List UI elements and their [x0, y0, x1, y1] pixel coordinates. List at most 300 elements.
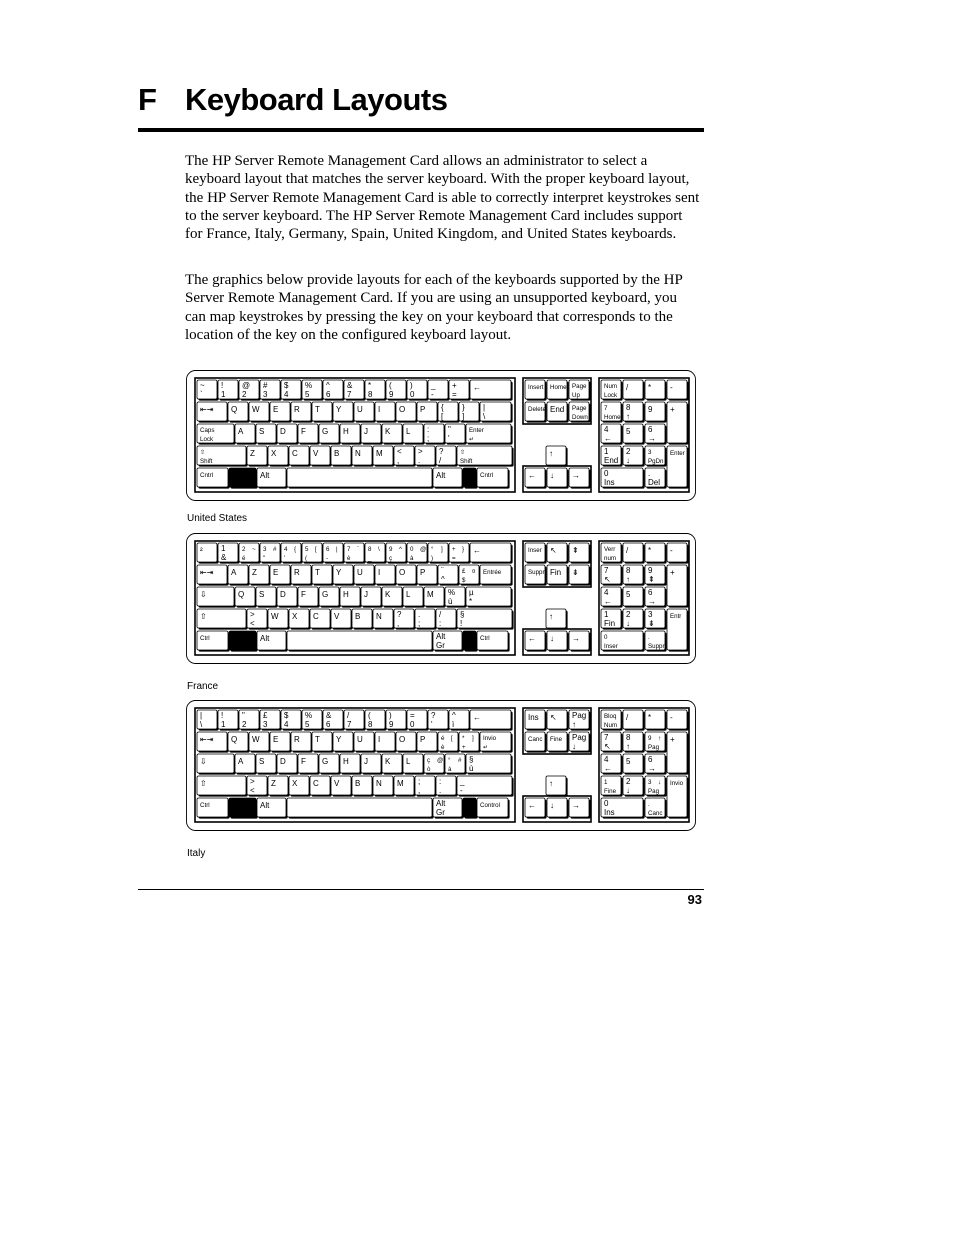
key-label: _	[368, 555, 372, 562]
key-label: "	[263, 555, 266, 562]
key-label: #	[273, 546, 277, 553]
key-label: Alt	[260, 634, 270, 643]
keyboard-key	[373, 776, 395, 797]
keyboard-key	[229, 798, 258, 819]
key-label: ↑	[626, 412, 630, 421]
key-label: %	[448, 588, 456, 597]
keyboard-key	[525, 565, 547, 586]
key-label: 2	[626, 777, 631, 786]
key-label: ↓	[626, 619, 630, 628]
key-label: &	[326, 711, 332, 720]
keyboard-key	[445, 587, 467, 608]
key-label: Bloq	[604, 713, 617, 720]
key-label: L	[406, 590, 411, 599]
keyboard-key	[601, 798, 645, 819]
keyboard-key	[645, 776, 667, 797]
keyboard-key	[569, 710, 591, 731]
keyboard-key	[457, 446, 514, 467]
key-label: Del	[648, 478, 661, 487]
key-label: L	[406, 427, 411, 436]
keyboard-key	[247, 609, 269, 630]
keyboard-key	[344, 710, 366, 731]
key-label: A	[231, 568, 237, 577]
key-label: *	[462, 735, 465, 742]
keyboard-key	[623, 609, 645, 630]
key-label: -	[670, 546, 673, 555]
keyboard-key	[281, 710, 303, 731]
keyboard-key	[197, 776, 248, 797]
key-label: ,	[397, 456, 400, 465]
key-label: _	[431, 381, 436, 390]
key-label: 1	[221, 720, 226, 729]
keyboard-key	[229, 468, 258, 489]
keyboard-key	[407, 543, 429, 564]
keyboard-key	[470, 380, 513, 401]
keyboard-key	[268, 776, 290, 797]
key-label: [	[315, 546, 317, 553]
key-label: ↑	[549, 779, 553, 788]
keyboard-key	[424, 754, 446, 775]
key-label: Entrée	[483, 569, 502, 576]
key-label: →	[572, 634, 580, 643]
keyboard-key	[623, 565, 645, 586]
keyboard-key	[407, 710, 429, 731]
key-label: )	[389, 711, 392, 720]
keyboard-key	[197, 754, 236, 775]
keyboard-key	[470, 543, 513, 564]
key-label: \	[378, 546, 380, 553]
key-label: ←	[473, 546, 481, 555]
keyboard-key	[228, 565, 250, 586]
key-label: Shift	[200, 458, 213, 465]
keyboard-caption-us: United States	[187, 513, 248, 524]
key-label: 5	[626, 427, 631, 436]
key-label: 7	[347, 720, 352, 729]
keyboard-key	[218, 710, 240, 731]
key-label: ↓	[550, 634, 554, 643]
key-label: R	[294, 405, 300, 414]
key-label: .	[648, 801, 650, 808]
key-label: 2	[242, 546, 246, 553]
key-label: %	[305, 381, 313, 390]
key-label: !	[460, 619, 463, 628]
key-label: 6	[648, 588, 653, 597]
keyboard-key	[463, 798, 478, 819]
keyboard-key	[352, 446, 374, 467]
key-label: [	[451, 735, 453, 742]
key-label: →	[648, 597, 656, 606]
key-label: D	[280, 590, 286, 599]
keyboard-key	[229, 631, 258, 652]
key-label: ←	[473, 713, 481, 722]
key-label: Ins	[604, 478, 615, 487]
key-label: P	[420, 405, 426, 414]
keyboard-key	[228, 732, 250, 753]
key-label: V	[334, 612, 340, 621]
key-label: 0	[410, 720, 415, 729]
key-label: >	[250, 610, 255, 619]
key-label: M	[376, 449, 383, 458]
intro-paragraph: The HP Server Remote Management Card allows an administrator to select a keyboard layout that matches the server keyboard. With the proper keyboard layout, the HP Server Remote Management Card is able to correctly interpret keystrokes sent to the server keyboard. The HP Server Remote Management Card includes support for France, Italy, Germany, Spain, United Kingdom, and United States keyboards.	[185, 153, 700, 243]
keyboard-key	[459, 732, 481, 753]
key-label: →	[572, 471, 580, 480]
keyboard-key	[480, 565, 513, 586]
key-label: ↓	[626, 456, 630, 465]
key-label: 4	[284, 390, 289, 399]
key-label: Alt	[260, 471, 270, 480]
keyboard-key	[525, 710, 547, 731]
key-label: °	[431, 546, 434, 553]
keyboard-key	[667, 543, 689, 564]
keyboard-key	[323, 543, 345, 564]
keyboard-key	[547, 402, 569, 423]
key-label: Fin	[604, 619, 616, 628]
key-label: 8	[626, 733, 631, 742]
key-label: @	[437, 757, 444, 764]
key-label: 2	[626, 447, 631, 456]
key-label: 9	[389, 720, 394, 729]
keyboard-key	[310, 446, 332, 467]
key-label: ↓	[626, 786, 630, 795]
appendix-letter: F	[138, 82, 157, 117]
key-label: 4	[604, 755, 609, 764]
keyboard-key	[457, 776, 514, 797]
key-label: Fine	[604, 788, 617, 795]
keyboard-key	[477, 798, 510, 819]
key-label: Delete	[528, 406, 546, 413]
keyboard-key	[298, 587, 320, 608]
keyboard-key	[449, 380, 471, 401]
key-label: ↑	[572, 720, 576, 729]
keyboard-key	[601, 446, 623, 467]
key-label: £	[462, 568, 466, 575]
key-label: 0	[604, 469, 609, 478]
key-label: 0	[410, 390, 415, 399]
keyboard-key	[407, 380, 429, 401]
key-label: Suppr	[528, 569, 545, 576]
key-label: +	[670, 405, 675, 414]
key-label: ù	[448, 597, 453, 606]
keyboard-key	[257, 631, 288, 652]
key-label: ↑	[626, 742, 630, 751]
keyboard-key	[546, 446, 568, 467]
key-label: .	[418, 456, 421, 465]
key-label: ^	[452, 711, 456, 720]
key-label: Inser	[604, 643, 618, 650]
key-label: W	[252, 735, 260, 744]
key-label: ↓	[550, 471, 554, 480]
key-label: 6	[648, 425, 653, 434]
key-label: ^	[326, 381, 330, 390]
key-label: 2	[242, 390, 247, 399]
key-label: ò	[427, 766, 431, 773]
key-label: [	[441, 412, 444, 421]
keyboard-key	[466, 754, 513, 775]
key-label: Lock	[604, 392, 618, 399]
keyboard-key	[394, 446, 416, 467]
key-label: /	[439, 456, 442, 465]
keyboard-key	[601, 776, 623, 797]
keyboard-key	[569, 631, 591, 652]
keyboard-key	[623, 380, 645, 401]
keyboard-key	[375, 565, 397, 586]
keyboard-key	[197, 798, 230, 819]
keyboard-key	[312, 732, 334, 753]
key-label: Insert	[528, 384, 544, 391]
keyboard-key	[382, 424, 404, 445]
key-label: Alt	[436, 799, 446, 808]
key-label: ⇤⇥	[200, 568, 214, 577]
key-label: Y	[336, 405, 342, 414]
keyboard-key	[344, 543, 366, 564]
key-label: 9	[389, 390, 394, 399]
key-label: Shift	[460, 458, 473, 465]
keyboard-key	[449, 543, 471, 564]
keyboard-key	[331, 609, 353, 630]
key-label: $	[462, 577, 466, 584]
key-label: 7	[347, 546, 351, 553]
key-label: *	[648, 383, 652, 392]
page-title	[138, 82, 447, 118]
key-label: F	[301, 427, 306, 436]
keyboard-key	[569, 380, 591, 401]
key-label: →	[648, 434, 656, 443]
key-label: '	[448, 434, 450, 443]
key-label: S	[259, 590, 265, 599]
keyboard-key	[312, 402, 334, 423]
keyboard-caption-france: France	[187, 681, 219, 692]
keyboard-key	[239, 543, 261, 564]
key-label: Num	[604, 383, 618, 390]
key-label: è	[441, 744, 445, 751]
keyboard-key	[466, 587, 513, 608]
key-label: )	[410, 381, 413, 390]
keyboard-key	[298, 754, 320, 775]
keyboard-key	[354, 402, 376, 423]
key-label: ↓	[572, 742, 576, 751]
keyboard-key	[270, 732, 292, 753]
key-label: |	[483, 403, 486, 412]
keyboard-key	[525, 468, 547, 489]
keyboard-key	[623, 587, 645, 608]
key-label: '	[284, 555, 286, 562]
key-label: E	[273, 568, 279, 577]
key-label: Fine	[550, 736, 563, 743]
key-label: B	[355, 779, 361, 788]
key-label: PgDn	[648, 458, 664, 465]
keyboard-key	[291, 402, 313, 423]
key-label: }	[462, 403, 465, 412]
key-label: ;	[418, 619, 421, 628]
keyboard-key	[197, 446, 248, 467]
keyboard-key	[386, 380, 408, 401]
key-label: ~	[252, 546, 256, 553]
keyboard-key	[547, 543, 569, 564]
key-label: R	[294, 568, 300, 577]
keyboard-key	[361, 754, 383, 775]
key-label: =	[410, 711, 415, 720]
key-label: %	[305, 711, 313, 720]
key-label: 1	[604, 610, 609, 619]
key-label: Up	[572, 392, 580, 399]
key-label: G	[322, 590, 329, 599]
key-label: T	[315, 735, 320, 744]
keyboard-key	[340, 587, 362, 608]
keyboard-key	[601, 402, 623, 423]
key-label: ⇞	[572, 546, 579, 555]
key-label: L	[406, 757, 411, 766]
keyboard-key	[386, 543, 408, 564]
keyboard-key	[394, 776, 416, 797]
keyboard-key	[667, 446, 689, 489]
key-label: /	[347, 711, 350, 720]
keyboard-key	[228, 402, 250, 423]
key-label: :	[439, 619, 442, 628]
key-label: ¤	[472, 568, 476, 575]
key-label: 7	[604, 566, 609, 575]
key-label: I	[378, 735, 381, 744]
key-label: Pag	[572, 733, 587, 742]
key-label: /	[439, 610, 442, 619]
key-label: ⇧	[460, 449, 466, 456]
key-label: ²	[200, 546, 203, 555]
key-label: 7	[604, 405, 608, 412]
keyboard-key	[277, 754, 299, 775]
key-label: ⇩	[200, 590, 207, 599]
keyboard-key	[375, 402, 397, 423]
key-label: ¨	[441, 566, 444, 575]
key-label: `	[357, 546, 360, 553]
keyboard-key	[197, 631, 230, 652]
key-label: Q	[231, 735, 238, 744]
keyboard-key	[547, 732, 569, 753]
key-label: +	[462, 744, 466, 751]
key-label: Z	[271, 779, 276, 788]
key-label: §	[460, 610, 465, 619]
key-label: Page	[572, 405, 587, 412]
key-label: (	[305, 555, 308, 562]
keyboard-key	[667, 732, 689, 775]
key-label: ↵	[483, 744, 489, 751]
keyboard-key	[289, 609, 311, 630]
key-label: num	[604, 555, 617, 562]
key-label: <	[397, 447, 402, 456]
key-label: 3	[263, 546, 267, 553]
key-label: Page	[572, 383, 587, 390]
keyboard-key	[525, 543, 547, 564]
keyboard-key	[403, 424, 425, 445]
key-label: ⇟	[648, 619, 655, 628]
key-label: ←	[528, 634, 536, 643]
keyboard-key	[323, 710, 345, 731]
key-label: °	[448, 757, 451, 764]
keyboard-key	[260, 543, 282, 564]
keyboard-key	[623, 446, 645, 467]
keyboard-key	[601, 565, 623, 586]
key-label: Caps	[200, 427, 215, 434]
key-label: ç	[389, 555, 393, 562]
key-label: ↑	[549, 612, 553, 621]
key-label: é	[441, 735, 445, 742]
keyboard-key	[645, 754, 667, 775]
keyboard-key	[445, 754, 467, 775]
keyboard-key	[268, 446, 290, 467]
key-label: W	[271, 612, 279, 621]
keyboard-key	[302, 710, 324, 731]
key-label: Gr	[436, 808, 445, 817]
key-label: '	[431, 720, 433, 729]
keyboard-key	[365, 543, 387, 564]
key-label: £	[263, 711, 268, 720]
key-label: +	[452, 546, 456, 553]
keyboard-key	[601, 609, 623, 630]
key-label: |	[336, 546, 338, 553]
keyboard-key	[403, 587, 425, 608]
key-label: Home	[604, 414, 621, 421]
keyboard-key	[547, 631, 569, 652]
key-label: X	[271, 449, 277, 458]
key-label: Verr	[604, 546, 616, 553]
key-label: ]	[441, 546, 443, 553]
key-label: ]	[462, 412, 465, 421]
keyboard-key	[424, 587, 446, 608]
key-label: #	[458, 757, 462, 764]
keyboard-key	[477, 631, 510, 652]
keyboard-key	[218, 380, 240, 401]
key-label: U	[357, 568, 363, 577]
key-label: §	[469, 755, 474, 764]
key-label: 3	[648, 610, 653, 619]
keyboard-key	[277, 587, 299, 608]
keyboard-key	[477, 468, 510, 489]
key-label: #	[263, 381, 268, 390]
key-label: S	[259, 757, 265, 766]
keyboard-key	[601, 631, 645, 652]
key-label: ;	[427, 434, 430, 443]
key-label: 1	[221, 390, 226, 399]
keyboard-diagram-italy	[186, 700, 696, 831]
keyboard-key	[403, 754, 425, 775]
keyboard-key	[260, 710, 282, 731]
key-label: 4	[604, 588, 609, 597]
key-label: .	[439, 786, 442, 795]
key-label: Pag	[648, 744, 660, 751]
key-label: -	[670, 383, 673, 392]
key-label: 0	[604, 634, 608, 641]
keyboard-key	[623, 732, 645, 753]
key-label: 3	[263, 390, 268, 399]
keyboard-key	[645, 565, 667, 586]
key-label: "	[448, 425, 451, 434]
key-label: }	[462, 546, 465, 553]
keyboard-key	[569, 732, 591, 753]
key-label: !	[221, 381, 224, 390]
key-label: 5	[305, 720, 310, 729]
key-label: .	[648, 469, 651, 478]
keyboard-key	[291, 732, 313, 753]
key-label: 9	[648, 735, 652, 742]
keyboard-key	[312, 565, 334, 586]
key-label: à	[448, 766, 452, 773]
key-label: H	[343, 590, 349, 599]
key-label: 1	[604, 779, 608, 786]
key-label: U	[357, 405, 363, 414]
key-label: ?	[439, 447, 444, 456]
keyboard-key	[302, 380, 324, 401]
keyboard-key	[445, 424, 467, 445]
keyboard-key	[417, 565, 439, 586]
key-label: Q	[238, 590, 245, 599]
